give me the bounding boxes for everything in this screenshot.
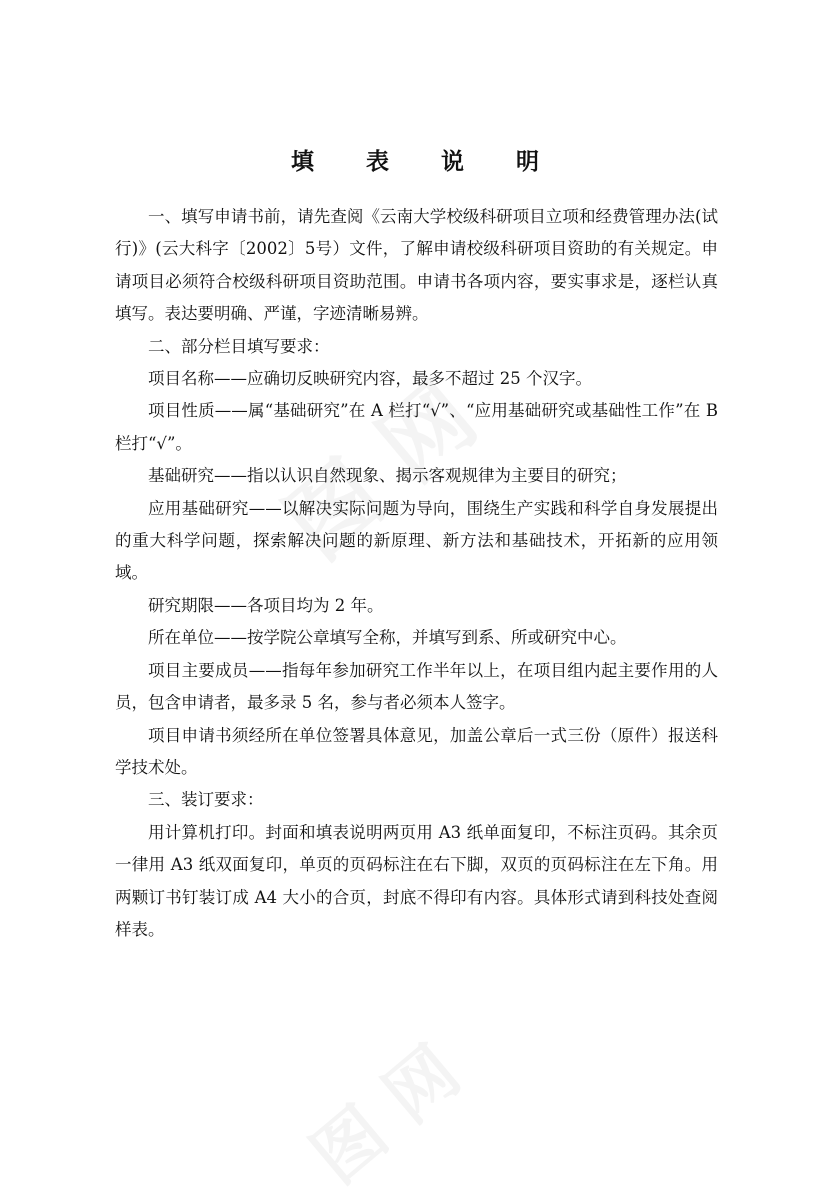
paragraph-unit: 所在单位——按学院公章填写全称，并填写到系、所或研究中心。 — [148, 628, 627, 648]
watermark — [287, 1019, 478, 1202]
paragraph-applied-research: 应用基础研究——以解决实际问题为导向，围绕生产实践和科学自身发展提出的重大科学问题，探索解决问题的新原理、新方法和基础技术，开拓新的应用领域。 — [115, 498, 718, 583]
paragraph-binding: 用计算机打印。封面和填表说明两页用 A3 纸单面复印，不标注页码。其余页一律用 A3 纸双面复印，单页的页码标注在右下脚，双页的页码标注在左下角。用两颗订书钉装订成 A4 大小的合页，封底不得印有内容。具体形式请到科技处查阅样表。 — [115, 822, 718, 939]
instructions-body — [115, 201, 718, 946]
paragraph-intro: 一、填写申请书前，请先查阅《云南大学校级科研项目立项和经费管理办法(试行)》(云大科字〔2002〕5号）文件，了解申请校级科研项目资助的有关规定。申请项目必须符合校级科研项目资助范围。申请书各项内容，要实事求是，逐栏认真填写。表达要明确、严谨，字迹清晰易辨。 — [115, 207, 718, 324]
paragraph-research-period: 研究期限——各项目均为 2 年。 — [148, 595, 384, 615]
paragraph-project-nature: 项目性质——属“基础研究”在 A 栏打“√”、“应用基础研究或基础性工作”在 B 栏打“√”。 — [115, 401, 718, 453]
page-title: 填 表 说 明 — [290, 149, 562, 175]
section-heading-binding: 三、装订要求： — [148, 790, 264, 810]
paragraph-basic-research: 基础研究——指以认识自然现象、揭示客观规律为主要目的研究； — [148, 466, 627, 486]
paragraph-project-name: 项目名称——应确切反映研究内容，最多不超过 25 个汉字。 — [148, 369, 592, 389]
paragraph-members: 项目主要成员——指每年参加研究工作半年以上，在项目组内起主要作用的人员，包含申请者，最多录 5 名，参与者必须本人签字。 — [115, 660, 718, 713]
paragraph-submission: 项目申请书须经所在单位签署具体意见，加盖公章后一式三份（原件）报送科学技术处。 — [115, 725, 718, 777]
section-heading-fields: 二、部分栏目填写要求： — [148, 336, 330, 356]
